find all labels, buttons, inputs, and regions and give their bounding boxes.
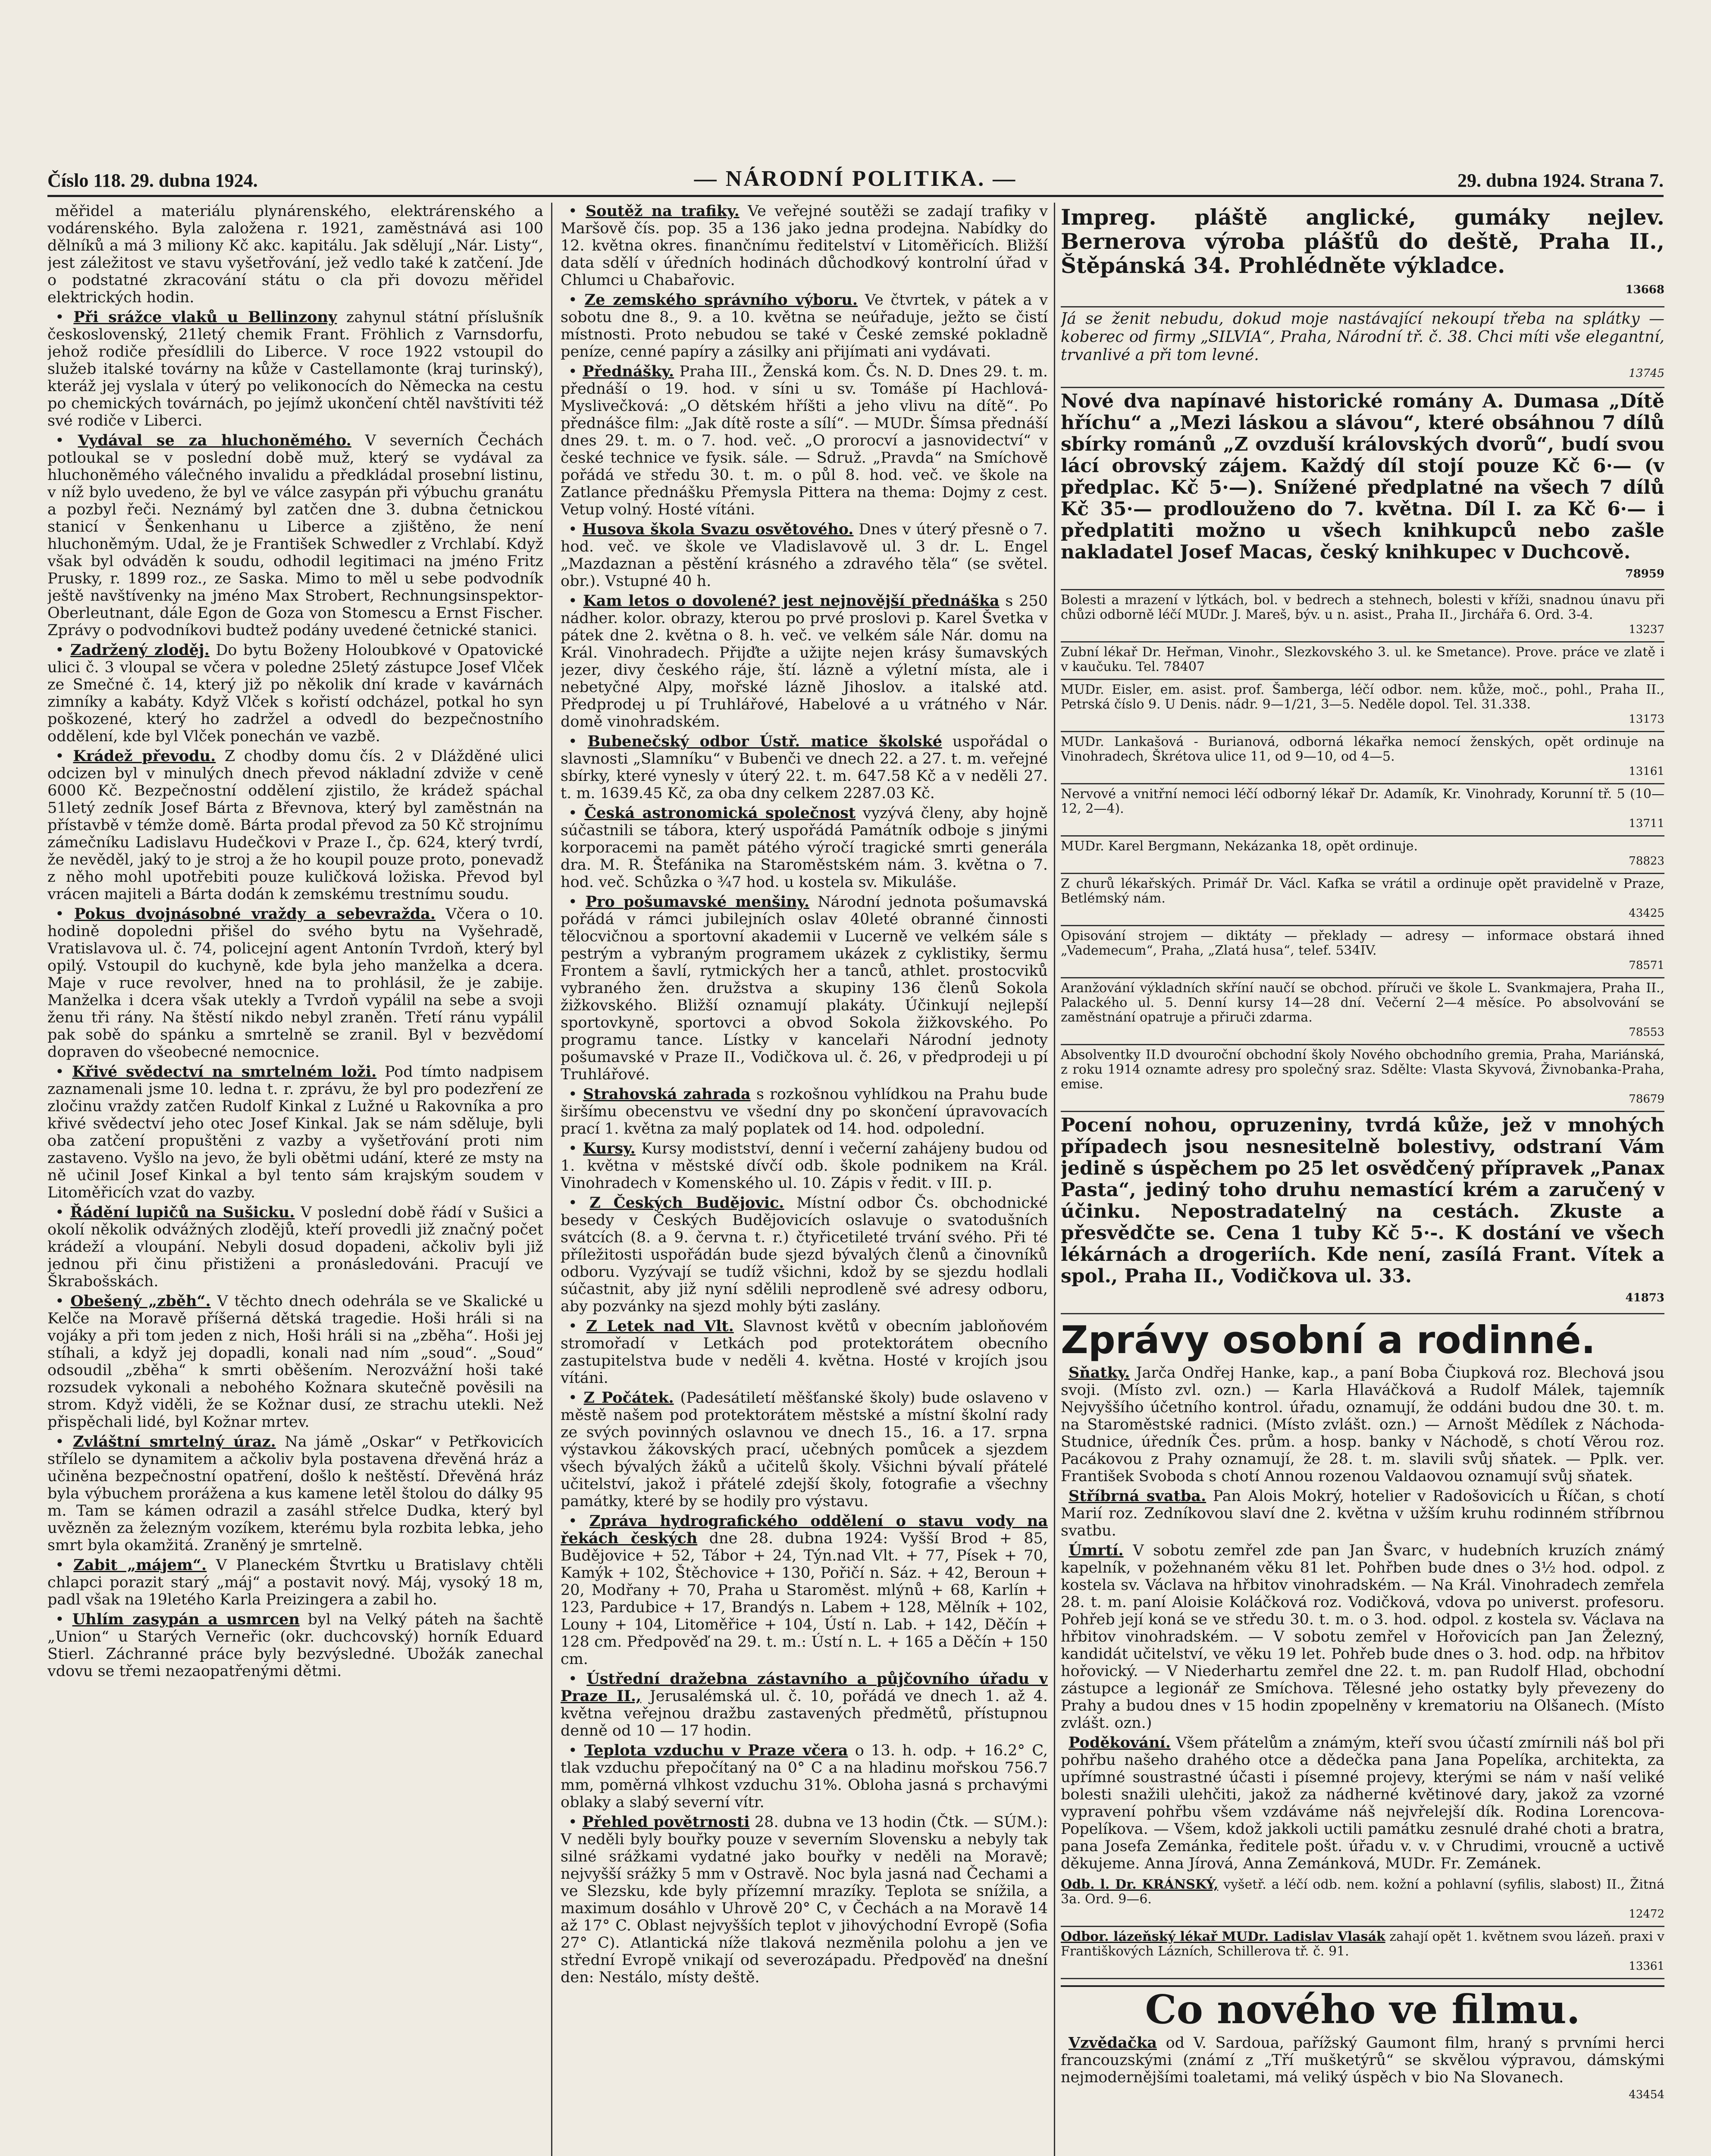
news-item: • Krádež převodu. Z chodby domu čís. 2 v Dlážděné ulici odcizen byl v minulých dnech převod nákladní zdviže v ceně 6000 Kč. Bezpečnostní oddělení zjistilo, že krádež spáchal 51letý zedník Josef Bárta z Břevnova, který byl zaměstnán na přístavbě v témže domě. Bárta prodal převod za 50 Kč strojnímu zámečníku Ladislavu Hudečkovi v Praze I., čp. 624, který tvrdí, že nevěděl, jaký to je stroj a že ho koupil pouze proto, ponevadž z něho mohl upotřebiti pouze kuličková ložiska. Převod byl vrácen majiteli a Bárta dodán k zemskému trestnímu soudu. — [47, 747, 543, 903]
advertisement: Pocení nohou, opruzeniny, tvrdá kůže, jež v mnohých případech jsou nesnesitelně bolestivy, odstraní Vám jedině s úspěchem po 25 let osvědčený přípravek „Panax Pasta“, jediný toho druhu nemastící krém a zaručený v účinku. Nepostradatelný na cestách. Zkuste a přesvědčte se. Cena 1 tuby Kč 5·-. K dostání ve všech lékárnách a drogeriích. Kde není, zasílá Frant. Vítek a spol., Praha II., Vodičkova ul. 33. 41873 — [1061, 1112, 1664, 1314]
advertisement: MUDr. Eisler, em. asist. prof. Šamberga, léčí odbor. nem. kůže, moč., pohl., Praha II., Petrská číslo 9. U Denis. nádr. 9—1/21, 3—5. Neděle dopol. Tel. 31.338. 13173 — [1061, 680, 1664, 732]
news-item: měřidel a materiálu plynárenského, elektrárenského a vodárenského. Byla založena r. 1921, zaměstnává asi 100 dělníků a má 3 miliony Kč akc. kapitálu. Jak sdělují „Nár. Listy“, jest záležitost ve stavu vyšetřování, jež vedlo také k zatčení. Jde o podstatné zkracování státu o cla při dovozu měřidel elektrických hodin. — [47, 203, 543, 306]
news-item: • Zadržený zloděj. Do bytu Boženy Holoubkové v Opatovické ulici č. 3 vloupal se včera v poledne 25letý zástupce Josef Vlček ze Smečné č. 14, který již po několik dní krade v kavárnách zimníky a kabáty. Když Vlček s kořistí odcházel, potkal ho syn poškozené, který ho zadržel a odvedl do bezpečnostního oddělení, kde byl Vlček ponechán ve vazbě. — [47, 641, 543, 745]
news-item: • Soutěž na trafiky. Ve veřejné soutěži se zadají trafiky v Maršově čís. pop. 35 a 136 jako jedna prodejna. Nabídky do 12. května okres. finančnímu ředitelství v Litoměřicích. Bližší data sdělí v úředních hodinách důchodkový kontrolní úřad v Chlumci u Chabařovic. — [561, 203, 1048, 289]
personal-item: Sňatky. Jarča Ondřej Hanke, kap., a paní Boba Čiupková roz. Blechová jsou svoji. (Místo zvl. ozn.) — Karla Hlaváčková a Rudolf Málek, tajemník Nejvyššího účetního kontrol. úřadu, oznamují, že oddáni budou dne 30. t. m. na Staroměstské radnici. (Místo zvlášt. ozn.) — Arnošt Mědílek z Náchoda-Studnice, úředník Čes. prům. a hosp. banky v Náchodě, s chotí Věrou roz. Pacákovou z Prahy oznamují, že 28. t. m. slavili svůj sňatek. — Pplk. ver. František Svoboda s chotí Annou rozenou Valdaovou oznamují svůj sňatek. — [1061, 1364, 1664, 1485]
column-news-middle — [561, 203, 1048, 2156]
column-news-left — [47, 203, 543, 2156]
advertisement: MUDr. Karel Bergmann, Nekázanka 18, opět ordinuje. 78823 — [1061, 837, 1664, 874]
issue-number-date: Číslo 118. 29. dubna 1924. — [47, 170, 258, 191]
personal-item: Úmrtí. V sobotu zemřel zde pan Jan Švarc, v hudebních kruzích známý kapelník, v požehnaném věku 81 let. Pohřben bude dnes o 3½ hod. odpol. z kostela sv. Václava na hřbitov vinohradském. — Na Král. Vinohradech zemřela 28. t. m. paní Aloisie Koláčková roz. Vodičková, vdova po universt. profesoru. Pohřeb její koná se ve středu 30. t. m. o 3. hod. odpol. z kostela sv. Václava na hřbitov vinohradském. — V sobotu zemřel v Hořovicích pan Jan Železný, kandidát učitelství, ve věku 19 let. Pohřeb bude dnes o 3. hod. odp. na hřbitov hořovický. — V Niederhartu zemřel dne 22. t. m. pan Rudolf Hlad, obchodní zástupce a legionář ze Smíchova. Tělesné jeho ostatky byly převezeny do Prahy a budou dnes v 15 hodin zpopelněny v krematoriu na Olšanech. (Místo zvlášt. ozn.) — [1061, 1542, 1664, 1732]
page-header — [47, 160, 1664, 197]
news-item: • Kursy. Kursy modistství, denní i večerní zahájeny budou od 1. května v městské dívčí odb. škole podnikem na Král. Vinohradech v Komenského ul. 10. Zápis v ředit. v III. p. — [561, 1140, 1048, 1192]
advertisement: Impreg. pláště anglické, gumáky nejlev. Bernerova výroba plášťů do deště, Praha II., Štěpánská 34. Prohlédněte výkladce. 13668 — [1061, 203, 1664, 307]
news-item: • Zabit „májem“. V Planeckém Štvrtku u Bratislavy chtěli chlapci porazit starý „máj“ a postavit nový. Máj, vysoký 18 m, padl však na 19letého Karla Preizingera a zabil ho. — [47, 1556, 543, 1608]
advertisement: Z churů lékařských. Primář Dr. Václ. Kafka se vrátil a ordinuje opět pravidelně v Praze, Betlémský nám. 43425 — [1061, 874, 1664, 926]
news-item: • Z Letek nad Vlt. Slavnost květů v obecním jabloňovém stromořadí v Letkách pod protektorátem obecního zastupitelstva bude v neděli 4. května. Hosté v krojích jsou vítáni. — [561, 1317, 1048, 1387]
news-item: • Husova škola Svazu osvětového. Dnes v úterý přesně o 7. hod. več. ve škole ve Vladislavově ul. 3 dr. L. Engel „Mazdaznan a pěstění krásného a zdravého těla“ (se světel. obr.). Vstupné 40 h. — [561, 520, 1048, 590]
news-item: • Pro pošumavské menšiny. Národní jednota pošumavská pořádá v rámci jubilejních oslav 40leté obranné činnosti tělocvičnou a sportovní akademii v Lucerně ve velkém sále s pestrým a vybraným programem ukázek z cyklistiky, šermu Frontem a šavlí, rytmických her a tanců, athlet. prostocviků vybraného žen. družstva a skupiny 136 členů Sokola žižkovského. Bližší oznamují plakáty. Účinkují nejlepší sportovkyně, sportovci a obvod Sokola žižkovského. Po programu tance. Lístky v kancelaři Národní jednoty pošumavské v Praze II., Vodičkova ul. č. 26, v předprodeji u pí Truhlářové. — [561, 893, 1048, 1083]
news-item: • Přednášky. Praha III., Ženská kom. Čs. N. D. Dnes 29. t. m. přednáší o 19. hod. v síni u sv. Tomáše pí Hachlová-Myslivečková: „O dětském hříšti a jeho vlivu na dítě“. Po přednášce film: „Jak dítě roste a sílí“. — MUDr. Šímsa přednáší dnes 29. t. m. o 7. hod. več. „O prorocví a jasnovidectví“ v české technice ve fysik. sále. — Sdruž. „Pravda“ na Smíchově pořádá ve středu 30. t. m. o půl 8. hod. več. ve škole na Zatlance přednášku Přemysla Pittera na thema: Dojmy z cest. Vetup volný. Hosté vítáni. — [561, 363, 1048, 518]
news-item: • Pokus dvojnásobné vraždy a sebevražda. Včera o 10. hodině dopoledni přišel do svého bytu na Vyšehradě, Vratislavova ul. č. 74, policejní agent Antonín Tvrdoň, který byl opilý. Vstoupil do kuchyně, kde byla jeho manželka a dcera. Maje v ruce revolver, hned na to prohlásil, že je zabije. Manželka i dcera však utekly a Tvrdoň vypálil na sebe a svoji ženu tři rány. Na štěstí nikdo nebyl zraněn. Třetí ránu vypálil pak sobě do spánku a smrtelně se zranil. Byl v bezvědomí dopraven do všeobecné nemocnice. — [47, 905, 543, 1061]
advertisement: Nervové a vnitřní nemoci léčí odborný lékař Dr. Adamík, Kr. Vinohrady, Korunní tř. 5 (10—12, 2—4). 13711 — [1061, 784, 1664, 837]
advertisement: Absolventky II.D dvouroční obchodní školy Nového obchodního gremia, Praha, Mariánská, z roku 1914 oznamte adresy pro společný sraz. Sdělte: Vlasta Skyvová, Živnobanka-Praha, emise. 78679 — [1061, 1045, 1664, 1112]
news-item: • Vydával se za hluchoněmého. V severních Čechách potloukal se v poslední době muž, který se vydával za hluchoněmého válečného invalidu a předkládal prosební listinu, v níž bylo uvedeno, že byl ve válce zasypán při výbuchu granátu a pozbyl řeči. Neznámý byl zatčen dne 3. dubna četnickou stanicí v Šenkenhanu u Liberce a zjištěno, že není hluchoněmým. Udal, že je František Schwedler z Vrchlabí. Když však byl odváděn k soudu, odhodil legitimaci na jméno Fritz Prusky, r. 1899 roz., ze Saska. Mimo to měl u sebe podvodník ještě navštívenky na jméno Max Strobert, Rechnungsinspektor-Oberleutnant, dále Egon de Goza von Stomescu a Ernst Fischer. Zprávy o podvodníkovi budtež podány uvedené četnické stanici. — [47, 432, 543, 639]
news-item: • Křivé svědectví na smrtelném loži. Pod tímto nadpisem zaznamenali jsme 10. ledna t. r. zprávu, že byl pro podezření ze zločinu vraždy zatčen Rudolf Kinkal z Lužné u Rakovníka a pro křivé svědectví jeho otec Josef Kinkal. Jak se nám sděluje, byli oba zatčení propuštěni z vazby a vyšetřování proti nim zastaveno. Vyšlo na jevo, že byli obětmi udání, které ze msty na ně učinil Josef Kinkal a byl tento sám krajským soudem v Litoměřicích vzat do vazby. — [47, 1063, 543, 1201]
news-item: • Obešený „zběh“. V těchto dnech odehrála se ve Skalické u Kelče na Moravě příšerná dětská tragedie. Hoši hráli si na vojáky a při tom jeden z nich, Hoši hráli si na „zběha“. Hoši jej stíhali, a když jej dopadli, konali nad ním „soud“. „Soud“ odsoudil „zběha“ k smrti oběšením. Nerozvážní hoši také rozsudek vykonali a nebohého Kožnara skutečně pověsili na strom. Když viděli, že se Kožnar dusí, ze strachu utekli. Než přispěchali lidé, byl Kožnar mrtev. — [47, 1292, 543, 1431]
news-item: • Zvláštní smrtelný úraz. Na jámě „Oskar“ v Petřkovicích střílelo se dynamitem a ačkoliv byla postavena dřevěná hráz a učiněna bezpečnostní opatření, došlo k neštěstí. Dřevěná hráz byla výbuchem prorážena a kus kamene letěl štolou do dálky 95 m. Tam se kámen odrazil a zasáhl střelce Dudka, který byl uvězněn za železným vozíkem, kterému byla rozbita lebka, jeho smrt byla okamžitá. Zraněný je smrtelně. — [47, 1433, 543, 1554]
column-ads-right — [1061, 203, 1664, 2156]
advertisement: MUDr. Lankašová - Burianová, odborná lékařka nemocí ženských, opět ordinuje na Vinohradech, Škrétova ulice 11, od 9—10, od 4—5. 13161 — [1061, 732, 1664, 784]
column-divider — [551, 203, 552, 2156]
advertisement: Odbor. lázeňský lékař MUDr. Ladislav Vlasák zahají opět 1. květnem svou lázeň. praxi v Františkových Lázních, Schillerova tř. č. 91. 13361 — [1061, 1927, 1664, 1979]
news-item: • Řádění lupičů na Sušicku. V poslední době řádí v Sušici a okolí několik odvážných zlodějů, kteří provedli již značný počet krádeží a vloupání. Nebyli dosud dopadeni, ačkoliv byli již jednou při činu přistiženi a pronásledováni. Pracují ve Škrabošskách. — [47, 1203, 543, 1290]
personal-item: Stříbrná svatba. Pan Alois Mokrý, hotelier v Radošovicích u Říčan, s chotí Marií roz. Zedníkovou slaví dne 2. května v užším kruhu rodinném stříbrnou svatbu. — [1061, 1487, 1664, 1539]
advertisement: Zubní lékař Dr. Heřman, Vinohr., Slezkovského 3. ul. ke Smetance). Prove. práce ve zlatě i v kaučuku. Tel. 78407 — [1061, 642, 1664, 680]
section-title-personal: Zprávy osobní a rodinné. — [1061, 1318, 1596, 1362]
news-item: • Při srážce vlaků u Bellinzony zahynul státní příslušník československý, 21letý chemik Frant. Fröhlich z Varnsdorfu, jehož rodiče přesídlili do Liberce. V roce 1922 vstoupil do služeb italské továrny na kůže v Castellamonte (kraj turinský), kteráž jej vyslala v úterý po velikonocích do Německa na cestu po chemických továrnách, po jejímž ukončení chtěl navštíviti též své rodiče v Liberci. — [47, 308, 543, 429]
news-item: • Zpráva hydrografického oddělení o stavu vody na řekách českých dne 28. dubna 1924: Vyšší Brod + 85, Budějovice + 52, Tábor + 24, Týn.nad Vlt. + 77, Písek + 70, Kamýk + 102, Štěchovice + 130, Pořičí n. Sáz. + 42, Beroun + 20, Modřany + 70, Praha u Staroměst. mlýnů + 68, Karlín + 123, Pardubice + 17, Brandýs n. Labem + 128, Mělník + 102, Louny + 104, Litoměřice + 104, Ústí n. Lab. + 142, Děčín + 128 cm. Předpověď na 29. t. m.: Ústí n. L. + 165 a Děčín + 150 cm. — [561, 1512, 1048, 1668]
section-title-film: Co nového ve filmu. — [1061, 1985, 1664, 2032]
column-divider — [1054, 203, 1055, 2156]
news-item: • Z Počátek. (Padesátiletí měšťanské školy) bude oslaveno v městě našem pod protektorátem městské a místní školní rady ze svých povinných oslavnou ve dnech 15., 16. a 17. srpna výstavkou žákovských prací, učebných pomůcek a sjezdem všech bývalých žáků a učitelů školy. Všichni bývalí přátelé učitelství, jakož i přátelé zdejší školy, fotografie a všechny památky, které by se hodily pro výstavu. — [561, 1389, 1048, 1510]
film-item: Vzvědačka od V. Sardoua, pařížský Gaumont film, hraný s prvními herci francouzskými (známí z „Tří mušketýrů“ se skvělou výpravou, dámskými nejmodernějšími toaletami, má veliký úspěch v bio Na Slovanech. 43454 — [1061, 2034, 1664, 2101]
advertisement: Já se ženit nebudu, dokud moje nastávající nekoupí třeba na splátky — koberec od firmy „SILVIA“, Praha, Národní tř. č. 38. Chci míti vše elegantní, trvanlivé a při tom levné. 13745 — [1061, 307, 1664, 388]
advertisement: Nové dva napínavé historické romány A. Dumasa „Dítě hříchu“ a „Mezi láskou a slávou“, které obsáhnou 7 dílů sbírky románů „Z ovzduší královských dvorů“, budí svou lácí obrovský zájem. Každý díl stojí pouze Kč 6·— (v předplac. Kč 5·—). Snížené předplatné na všech 7 dílů Kč 35·— prodlouženo do 7. května. Díl I. za Kč 6·— i předplatiti možno u všech knihkupců nebo zašle nakladatel Josef Macas, český knihkupec v Duchcově. 78959 — [1061, 388, 1664, 590]
news-item: • Uhlím zasypán a usmrcen byl na Velký páteh na šachtě „Union“ u Starých Verneřic (okr. duchcovský) horník Eduard Stierl. Záchranné práce byly bezvýsledné. Ubožák zanechal vdovu se třemi nezaopatřenými dětmi. — [47, 1611, 543, 1680]
advertisement: Odb. l. Dr. KRÁNSKÝ, vyšetř. a léčí odb. nem. kožní a pohlavní (syfilis, slabost) II., Žitná 3a. Ord. 9—6. 12472 — [1061, 1875, 1664, 1927]
news-item: • Strahovská zahrada s rozkošnou vyhlídkou na Prahu bude širšímu obecenstvu ve všední dny po skončení úpravovacích prací 1. května za malý poplatek od 14. hod. odpolední. — [561, 1085, 1048, 1138]
news-item: • Kam letos o dovolené? jest nejnovější přednáška s 250 nádher. kolor. obrazy, kterou po prvé proslovi p. Karel Švetka v pátek dne 2. května o 8. h. več. ve velkém sále Nár. domu na Král. Vinohradech. Přijďte a užijte nejen krásy šumavských jezer, divy českého ráje, ští. lázně a výletní místa, ale i nebetyčné Alpy, mořské lázně Jihoslov. a italské atd. Předprodej u pí Truhlářové, Habelové a u vrátného v Nár. domě vinohradském. — [561, 592, 1048, 730]
news-item: • Z Českých Budějovic. Místní odbor Čs. obchodnické besedy v Českých Budějovicích oslavuje o svatodušních svátcích (8. a 9. června t. r.) čtyřicetileté trvání svého. Při té příležitosti uspořádán bude sjezd bývalých členů a činovníků odboru. Vyzývají se tudíž všichni, kdož by se sjezdu hodlali súčastnit, aby již nyní sdělili neprodleně své adresy odboru, aby pozvánky na sjezd mohly býti zaslány. — [561, 1194, 1048, 1315]
news-item: • Ústřední dražebna zástavního a půjčovního úřadu v Praze II., Jerusalémská ul. č. 10, pořádá ve dnech 1. až 4. května veřejnou dražbu zastavených předmětů, přístupnou denně od 10 — 17 hodin. — [561, 1670, 1048, 1739]
news-item: • Bubenečský odbor Ústř. matice školské uspořádal o slavnosti „Slamníku“ v Bubenči ve dnech 22. a 27. t. m. veřejné sbírky, které vynesly v úterý 22. t. m. 647.58 Kč a v neděli 27. t. m. 1639.45 Kč, za oba dny celkem 2287.03 Kč. — [561, 733, 1048, 802]
advertisement: Opisování strojem — diktáty — překlady — adresy — informace obstará ihned „Vademecum“, Praha, „Zlatá husa“, telef. 534IV. 78571 — [1061, 926, 1664, 978]
news-item: • Česká astronomická společnost vyzývá členy, aby hojně súčastnili se tábora, který uspořádá Památník odboje s jinými korporacemi na pamět pátého výročí tragické smrti generála dra. M. R. Štefánika na Staroměstském nám. 3. května o 7. hod. več. Schůzka o ¾7 hod. u kostela sv. Mikuláše. — [561, 804, 1048, 891]
advertisement: Aranžování výkladních skříní naučí se obchod. příruči ve škole L. Svankmajera, Praha II., Palackého ul. 5. Denní kursy 14—28 dní. Večerní 2—4 měsíce. Po absolvování se zaměstnání opatruje a přiruči zdarma. 78553 — [1061, 978, 1664, 1045]
news-item: • Teplota vzduchu v Praze včera o 13. h. odp. + 16.2° C, tlak vzduchu přepočítaný na 0° C a na hladinu mořskou 756.7 mm, poměrná vlhkost vzduchu 31%. Obloha jasná s prchavými oblaky a slabý severní vítr. — [561, 1742, 1048, 1811]
personal-item: Poděkování. Všem přátelům a známým, kteří svou účastí zmírnili náš bol při pohřbu našeho drahého otce a dědečka pana Jana Popelíka, architekta, za upřímné soustrastné účasti i písemné projevy, kterými se nám v naší veliké bolesti snažili ulehčiti, jakož za nádherné květinové dary, jakož za vzorné vypravení pohřbu všem vzdáváme náš nejvřelejší dík. Rodina Lorencova-Popelíkova. — Všem, kdož jakkoli uctili památku zesnulé drahé choti a bratra, pana Josefa Zemánka, ředitele pošt. úřadu v. v. v Chrudimi, vroucně a uctivě děkujeme. Anna Jírová, Anna Zemánková, MUDr. Fr. Zemánek. — [1061, 1734, 1664, 1872]
date-page-number: 29. dubna 1924. Strana 7. — [1457, 170, 1664, 191]
advertisement: Bolesti a mrazení v lýtkách, bol. v bedrech a stehnech, bolesti v kříži, snadnou únavu při chůzi odborně léčí MUDr. J. Mareš, býv. u n. asist., Praha II., Jirchářa 6. Ord. 3-4. 13237 — [1061, 590, 1664, 642]
news-item: • Přehled povětrnosti 28. dubna ve 13 hodin (Čtk. — SÚM.): V neděli byly bouřky pouze v severním Slovensku a nebyly tak silné srážkami vydatné jako bouřky v neděli na Moravě; nejvyšší srážky 5 mm v Ostravě. Noc byla jasná nad Čechami a ve Slezsku, kde byly přízemní mrazíky. Teplota se snížila, a maximum dosáhlo v Uhrově 20° C, v Čechách a na Moravě 14 až 17° C. Oblast nejvyšších teplot v jihovýchodní Evropě (Sofia 27° C). Atlantická níže tlaková nezměnila polohu a jen ve střední Evropě vnikají od severozápadu. Předpověď na dnešní den: Nestálo, místy deště. — [561, 1813, 1048, 1986]
masthead-title: — NÁRODNÍ POLITIKA. — — [694, 166, 1017, 191]
news-item: • Ze zemského správního výboru. Ve čtvrtek, v pátek a v sobotu dne 8., 9. a 10. května se neúřaduje, ježto se čistí místnosti. Proto nebudou se také v České zemské pokladně peníze, cenné papíry a zásilky ani přijímati ani vydávati. — [561, 291, 1048, 360]
